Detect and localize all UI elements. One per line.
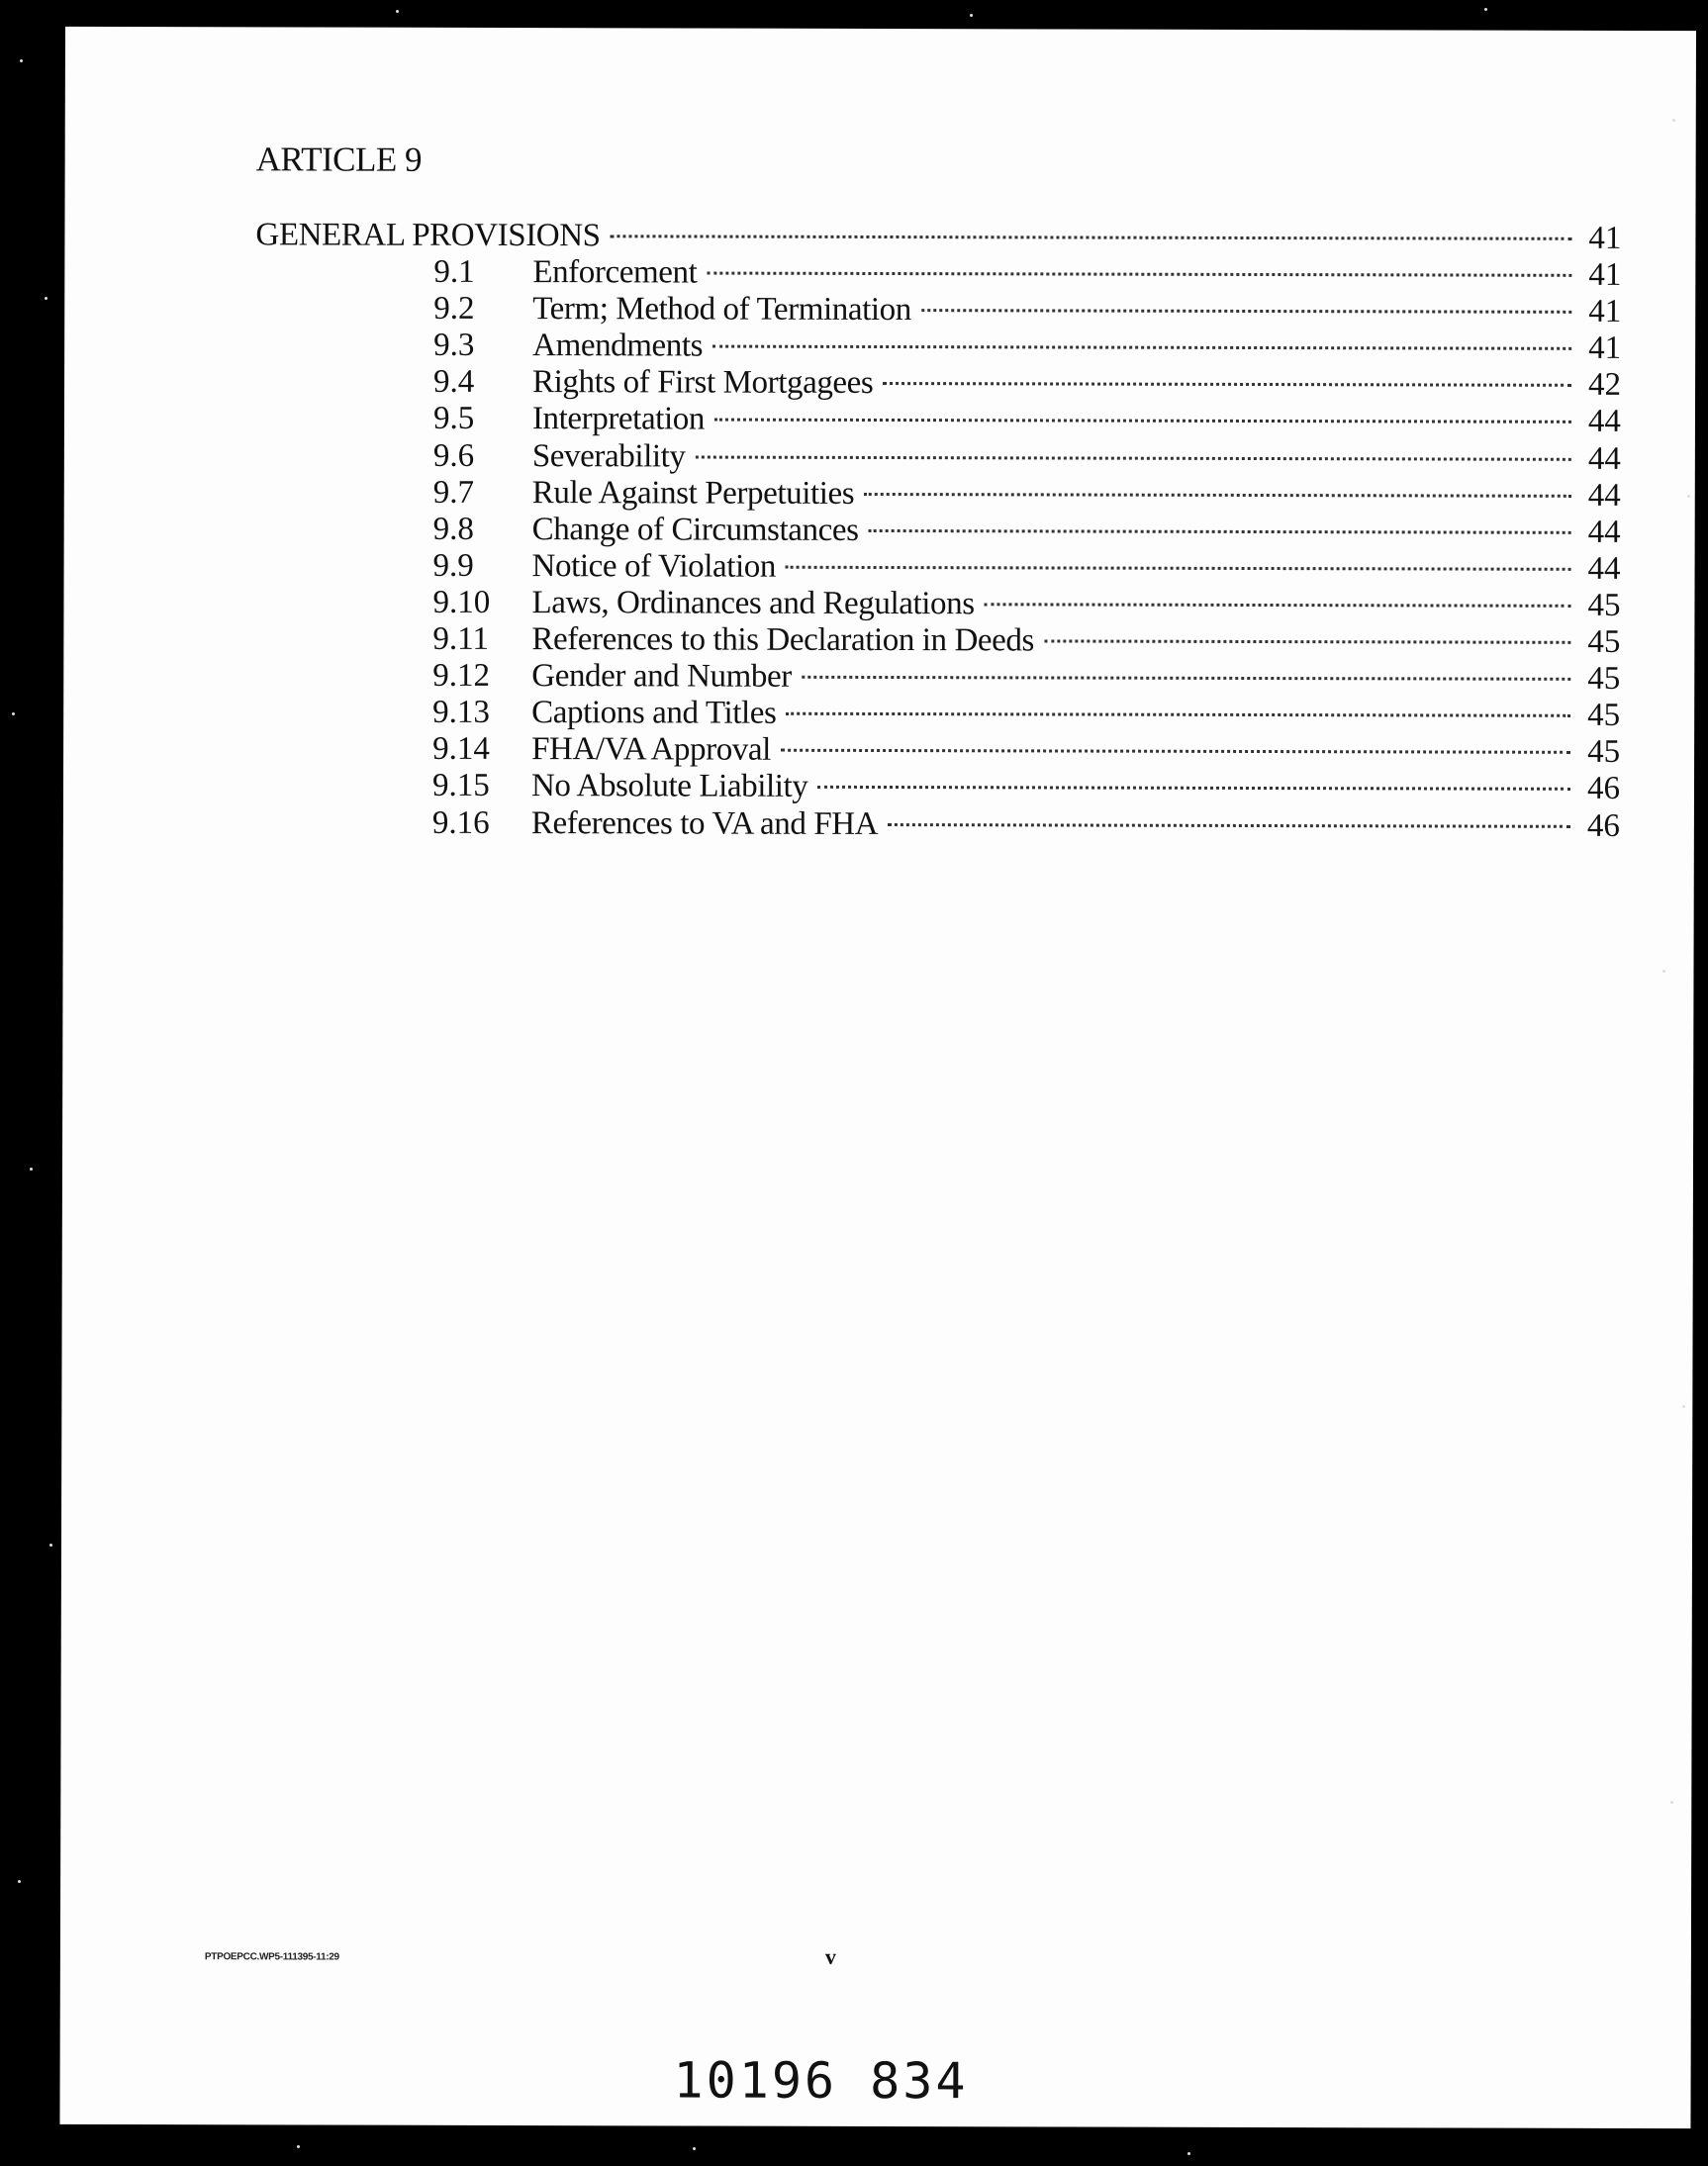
section-number: 9.14: [432, 731, 490, 768]
dot-leader: [869, 529, 1571, 534]
section-number: 9.13: [432, 695, 490, 731]
scan-noise-speck: [49, 1544, 52, 1547]
dot-leader: [712, 345, 1571, 350]
scan-noise-speck: [1670, 1801, 1673, 1804]
document-page: [59, 27, 1696, 2128]
dot-leader: [611, 235, 1572, 240]
dot-leader: [985, 603, 1571, 608]
dot-leader: [786, 566, 1571, 571]
section-number: 9.4: [433, 364, 475, 401]
section-page: 41: [1588, 293, 1622, 330]
section-title: Term; Method of Termination: [532, 291, 911, 329]
section-title: References to this Declaration in Deeds: [531, 621, 1035, 659]
scan-noise-speck: [18, 1880, 21, 1883]
section-number: 9.15: [431, 768, 490, 804]
article-heading: ARTICLE 9: [255, 140, 423, 179]
section-page: 44: [1587, 440, 1621, 477]
section-page: 46: [1586, 807, 1620, 844]
section-number: 9.16: [431, 804, 490, 841]
section-title: Enforcement: [532, 254, 698, 291]
section-title: References to VA and FHA: [530, 804, 879, 842]
scan-noise-speck: [30, 1168, 33, 1171]
section-number: 9.12: [432, 657, 491, 695]
scan-noise-speck: [1672, 119, 1675, 122]
scan-noise-speck: [396, 10, 399, 13]
section-title: Interpretation: [531, 401, 705, 437]
dot-leader: [921, 309, 1571, 314]
section-number: 9.7: [432, 474, 475, 511]
scan-noise-speck: [20, 59, 23, 62]
section-number: 9.11: [432, 620, 489, 657]
section-page: 42: [1588, 367, 1622, 404]
dot-leader: [864, 493, 1571, 498]
section-number: 9.6: [432, 437, 475, 474]
dot-leader: [817, 786, 1570, 791]
scan-noise-speck: [1484, 8, 1487, 11]
section-title: No Absolute Liability: [530, 768, 808, 805]
section-page: 45: [1587, 660, 1621, 698]
section-number: 9.9: [432, 547, 474, 584]
dot-leader: [786, 712, 1570, 717]
section-number: 9.10: [432, 584, 491, 620]
dot-leader: [696, 455, 1571, 460]
scan-noise-speck: [12, 712, 15, 715]
section-title: Rights of First Mortgagees: [532, 364, 874, 402]
section-title: Amendments: [532, 328, 704, 364]
main-entry-title: GENERAL PROVISIONS: [255, 217, 601, 254]
section-number: 9.5: [432, 401, 475, 437]
section-number: 9.1: [433, 253, 475, 290]
dot-leader: [883, 382, 1571, 387]
dot-leader: [1044, 639, 1570, 643]
section-page: 41: [1588, 330, 1622, 367]
section-title: Laws, Ordinances and Regulations: [531, 584, 975, 622]
main-entry-page: 41: [1588, 220, 1622, 256]
toc-section-row: [432, 804, 1620, 847]
section-title: Rule Against Perpetuities: [531, 474, 855, 512]
section-title: Severability: [531, 437, 686, 474]
dot-leader: [707, 272, 1571, 277]
scan-noise-speck: [45, 297, 47, 300]
section-number: 9.2: [433, 290, 475, 328]
section-page: 44: [1587, 404, 1622, 440]
section-title: Notice of Violation: [531, 547, 777, 585]
section-number: 9.3: [433, 328, 475, 364]
footer-file-code: PTPOEPCC.WP5-111395-11:29: [204, 1951, 339, 1963]
section-number: 9.8: [432, 511, 474, 547]
section-page: 41: [1588, 256, 1622, 293]
section-page: 45: [1587, 623, 1621, 660]
scan-noise-speck: [970, 14, 973, 17]
dot-leader: [714, 419, 1571, 424]
scan-noise-speck: [1187, 2152, 1190, 2155]
scan-noise-speck: [1687, 495, 1690, 498]
section-page: 46: [1586, 771, 1621, 807]
dot-leader: [781, 749, 1570, 754]
section-page: 44: [1587, 550, 1621, 587]
section-page: 45: [1587, 587, 1621, 623]
scan-noise-speck: [297, 2145, 300, 2148]
scan-noise-speck: [1682, 1405, 1685, 1408]
section-title: Change of Circumstances: [531, 511, 859, 548]
stamp-number: 10196 834: [673, 2051, 969, 2111]
section-title: Captions and Titles: [531, 695, 777, 731]
section-title: Gender and Number: [531, 658, 792, 695]
section-page: 44: [1587, 514, 1621, 550]
scan-noise-speck: [693, 2147, 696, 2150]
page-number: v: [824, 1943, 836, 1969]
scan-noise-speck: [1662, 970, 1665, 973]
dot-leader: [888, 823, 1570, 828]
section-page: 45: [1587, 698, 1621, 734]
section-page: 44: [1587, 477, 1621, 514]
section-page: 45: [1587, 734, 1621, 771]
section-title: FHA/VA Approval: [531, 731, 771, 769]
dot-leader: [802, 676, 1570, 681]
